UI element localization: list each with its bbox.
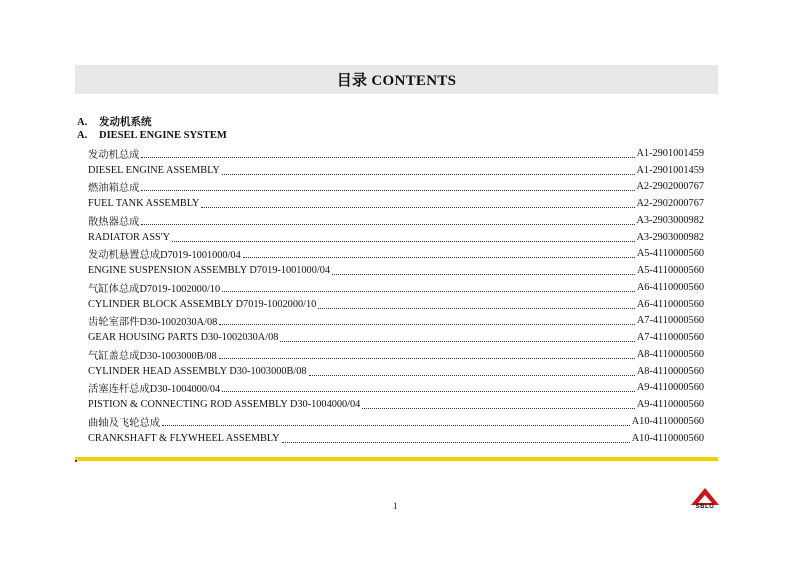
toc-entry-code: A7-4110000560	[636, 332, 704, 344]
page-title: 目录 CONTENTS	[336, 73, 457, 89]
toc-entry-code: A8-4110000560	[636, 365, 704, 377]
toc-entry[interactable]	[88, 145, 704, 162]
toc-entry-label: PISTION & CONNECTING ROD ASSEMBLY D30-1004000/04	[88, 399, 361, 411]
toc-entry-code: A9-4110000560	[636, 399, 704, 411]
toc-entry-label: 燃油箱总成	[88, 183, 140, 195]
toc-entry-code: A1-2901001459	[636, 147, 704, 159]
toc-entry[interactable]	[88, 346, 704, 363]
toc-entry-code: A1-2901001459	[636, 164, 704, 176]
leader-dots	[141, 180, 634, 191]
toc-entry-label: 发动机悬置总成D7019-1001000/04	[88, 250, 241, 262]
toc-entry[interactable]	[88, 162, 704, 179]
leader-dots	[219, 348, 635, 359]
section-heading-cn	[77, 114, 152, 129]
toc-entry-code: A10-4110000560	[631, 415, 704, 427]
section-title: DIESEL ENGINE SYSTEM	[99, 130, 227, 141]
toc-entry[interactable]	[88, 396, 704, 413]
toc-entry-label: 齿轮室部件D30-1002030A/08	[88, 317, 218, 329]
toc-entry[interactable]	[88, 179, 704, 196]
toc-entry-label: 活塞连杆总成D30-1004000/04	[88, 384, 221, 396]
toc-entry[interactable]	[88, 279, 704, 296]
toc-entry-label: 气缸盖总成D30-1003000B/08	[88, 350, 217, 362]
contents-header	[75, 65, 718, 94]
toc-entry-code: A2-2902000767	[636, 181, 704, 193]
toc-entry[interactable]	[88, 296, 704, 313]
leader-dots	[162, 415, 630, 426]
toc-entry-label: DIESEL ENGINE ASSEMBLY	[88, 164, 220, 176]
page-number: 1	[393, 501, 398, 511]
toc-entry-code: A3-2903000982	[636, 214, 704, 226]
leader-dots	[243, 247, 635, 258]
leader-dots	[172, 231, 634, 242]
section-letter: A.	[77, 130, 88, 141]
toc-entry-label: 发动机总成	[88, 149, 140, 161]
leader-dots	[219, 314, 635, 325]
leader-dots	[280, 331, 635, 342]
toc-entry[interactable]	[88, 363, 704, 380]
toc-entry-code: A3-2903000982	[636, 231, 704, 243]
leader-dots	[362, 398, 635, 409]
leader-dots	[282, 432, 630, 443]
toc-entry-label: CYLINDER HEAD ASSEMBLY D30-1003000B/08	[88, 365, 307, 377]
leader-dots	[332, 264, 635, 275]
toc-entry-label: CRANKSHAFT & FLYWHEEL ASSEMBLY	[88, 432, 280, 444]
leader-dots	[222, 381, 635, 392]
leader-dots	[141, 214, 634, 225]
toc-entry-label: CYLINDER BLOCK ASSEMBLY D7019-1002000/10	[88, 298, 317, 310]
toc-entry-code: A5-4110000560	[636, 265, 704, 277]
toc-entry-label: 散热器总成	[88, 216, 140, 228]
toc-entry[interactable]	[88, 229, 704, 246]
toc-entry[interactable]	[88, 313, 704, 330]
rule-marker	[75, 460, 77, 462]
toc-entry[interactable]	[88, 195, 704, 212]
toc-entry-label: 曲轴及飞轮总成	[88, 417, 161, 429]
leader-dots	[222, 164, 635, 175]
leader-dots	[201, 197, 634, 208]
toc-list	[88, 145, 704, 447]
footer-rule	[75, 457, 718, 461]
leader-dots	[222, 281, 635, 292]
toc-entry-label: GEAR HOUSING PARTS D30-1002030A/08	[88, 332, 279, 344]
toc-entry-code: A6-4110000560	[636, 298, 704, 310]
section-letter: A.	[77, 117, 88, 128]
toc-entry-code: A6-4110000560	[636, 281, 704, 293]
section-title: 发动机系统	[99, 117, 152, 128]
toc-entry-code: A7-4110000560	[636, 315, 704, 327]
toc-entry-code: A5-4110000560	[636, 248, 704, 260]
toc-entry-label: FUEL TANK ASSEMBLY	[88, 198, 200, 210]
toc-entry-code: A9-4110000560	[636, 382, 704, 394]
section-heading-en	[77, 130, 227, 141]
toc-entry[interactable]	[88, 246, 704, 263]
toc-entry-code: A8-4110000560	[636, 348, 704, 360]
toc-entry-code: A10-4110000560	[631, 432, 704, 444]
logo-text: SBLG	[695, 504, 715, 510]
toc-entry[interactable]	[88, 430, 704, 447]
toc-entry[interactable]	[88, 413, 704, 430]
toc-entry[interactable]	[88, 212, 704, 229]
toc-entry-label: 气缸体总成D7019-1002000/10	[88, 283, 221, 295]
toc-entry-label: RADIATOR ASS'Y	[88, 231, 171, 243]
toc-entry[interactable]	[88, 380, 704, 397]
toc-entry-code: A2-2902000767	[636, 198, 704, 210]
toc-entry[interactable]	[88, 329, 704, 346]
toc-entry-label: ENGINE SUSPENSION ASSEMBLY D7019-1001000/04	[88, 265, 331, 277]
leader-dots	[141, 147, 634, 158]
leader-dots	[318, 298, 635, 309]
leader-dots	[309, 365, 635, 376]
toc-entry[interactable]	[88, 262, 704, 279]
